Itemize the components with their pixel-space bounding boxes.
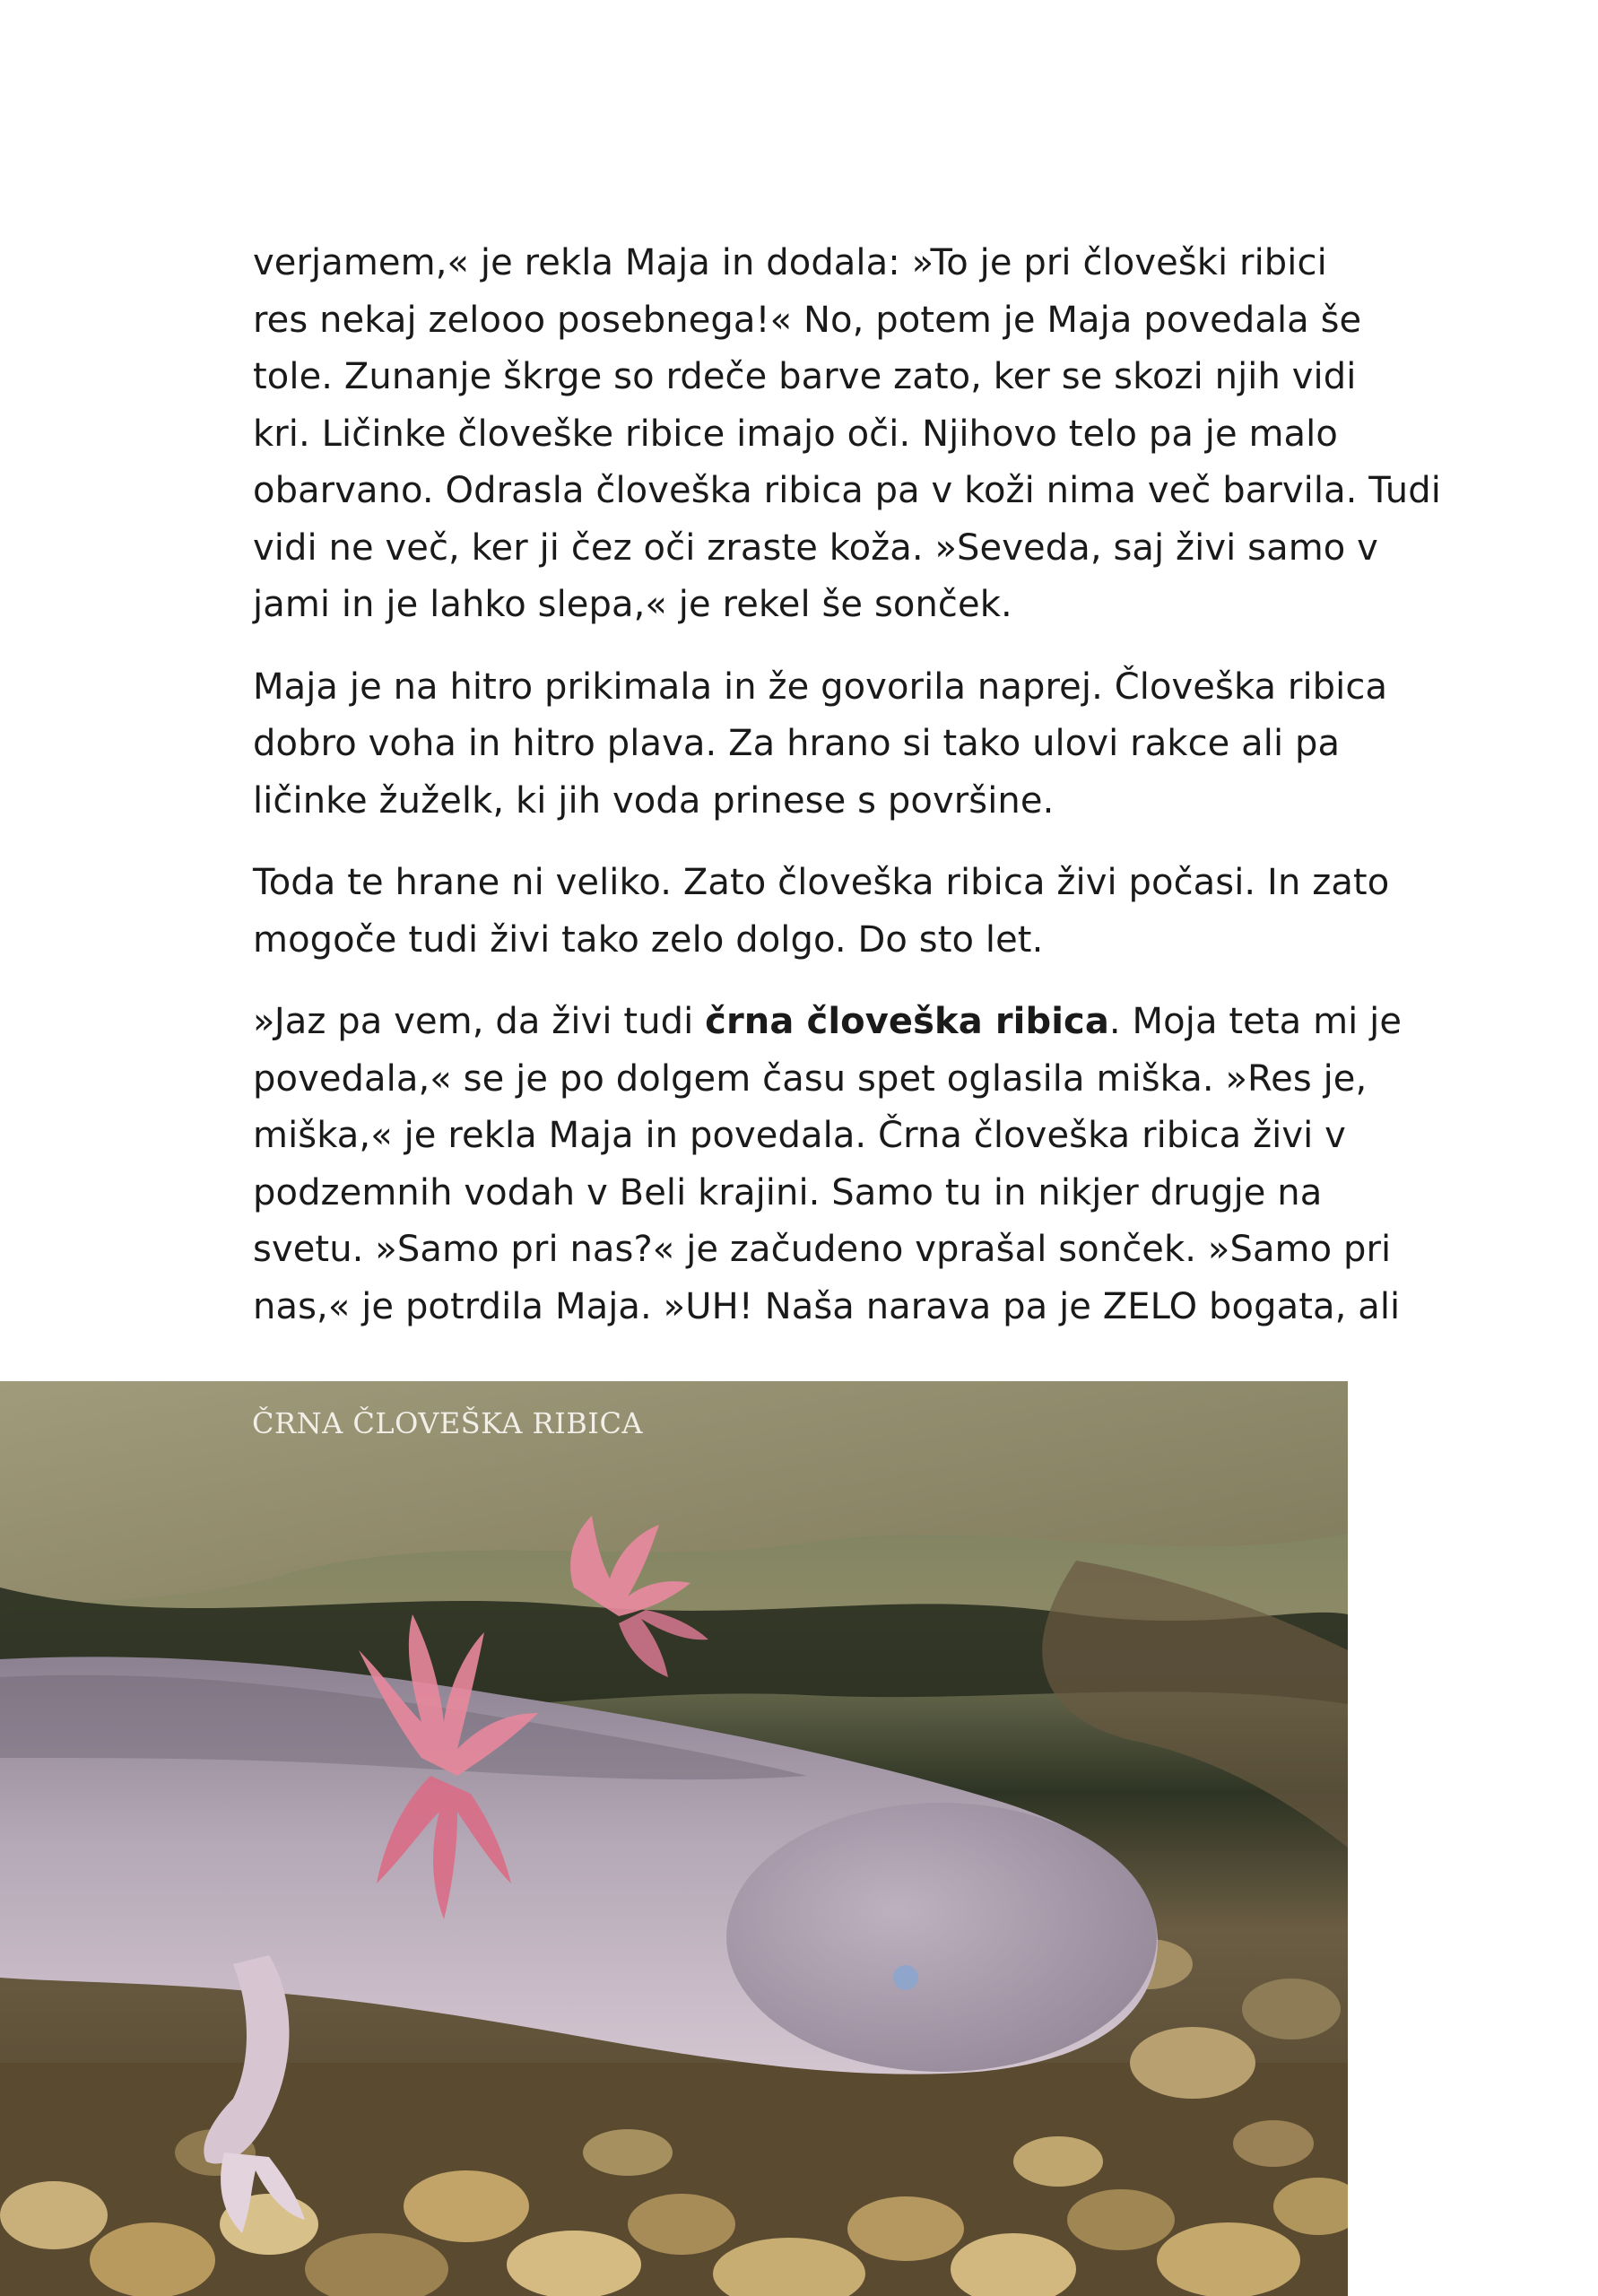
text-line: mogoče tudi živi tako zelo dolgo. Do sto let.	[253, 918, 1044, 961]
text-line: res nekaj zelooo posebnega!« No, potem je Maja povedala še	[253, 299, 1362, 341]
text-line: verjamem,« je rekla Maja in dodala: »To je pri človeški ribici	[253, 242, 1327, 283]
paragraph-4	[253, 994, 1403, 1335]
text-line: tole. Zunanje škrge so rdeče barve zato, ker se skozi njih vidi	[253, 356, 1357, 397]
olm-illustration	[0, 1381, 1348, 2296]
text-line: kri. Ličinke človeške ribice imajo oči. Njihovo telo pa je malo	[253, 413, 1338, 455]
text-line: vidi ne več, ker ji čez oči zraste koža. »Seveda, saj živi samo v	[253, 526, 1378, 569]
story-text	[253, 235, 1441, 1361]
text-line: nas,« je potrdila Maja. »UH! Naša narava pa je ZELO bogata, ali	[253, 1285, 1401, 1327]
paragraph-1	[253, 235, 1441, 634]
olm-head	[726, 1803, 1157, 2072]
text-run: . Moja teta mi je	[1108, 1001, 1403, 1042]
text-line: obarvano. Odrasla človeška ribica pa v koži nima več barvila. Tudi	[253, 470, 1441, 511]
olm-eye-spot	[893, 1965, 918, 1990]
paragraph-2	[253, 659, 1388, 831]
text-line: povedala,« se je po dolgem času spet oglasila miška. »Res je,	[253, 1057, 1368, 1100]
text-line: dobro voha in hitro plava. Za hrano si tako ulovi rakce ali pa	[253, 723, 1341, 764]
olm-photo	[0, 1381, 1348, 2296]
text-line: Maja je na hitro prikimala in že govorila naprej. Človeška ribica	[253, 665, 1388, 708]
photo-caption: ČRNA ČLOVEŠKA RIBICA	[252, 1406, 644, 1440]
text-line: miška,« je rekla Maja in povedala. Črna človeška ribica živi v	[253, 1115, 1346, 1156]
text-line: jami in je lahko slepa,« je rekel še sonček.	[253, 584, 1012, 625]
text-line-with-highlight	[253, 994, 1403, 1051]
text-line: podzemnih vodah v Beli krajini. Samo tu in nikjer drugje na	[253, 1171, 1323, 1213]
text-run: »Jaz pa vem, da živi tudi	[253, 1001, 706, 1042]
paragraph-3	[253, 855, 1390, 969]
text-line: ličinke žuželk, ki jih voda prinese s površine.	[253, 779, 1055, 822]
highlighted-term: črna človeška ribica	[705, 1001, 1109, 1042]
text-line: Toda te hrane ni veliko. Zato človeška ribica živi počasi. In zato	[253, 862, 1390, 903]
text-line: svetu. »Samo pri nas?« je začudeno vprašal sonček. »Samo pri	[253, 1229, 1392, 1270]
